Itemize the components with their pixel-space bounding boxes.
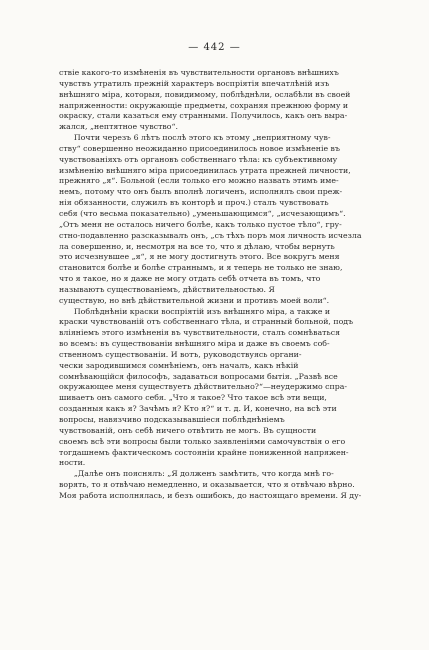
text-line: Почти черезъ 6 лѣтъ послѣ этого къ этому „неприятному чув- (59, 133, 331, 143)
text-line: сомнѣвающійся философъ, задаваться вопросами бытія. „Развѣ все (59, 371, 338, 381)
text-line: краски чувствованій отъ собственнаго тѣла, и странный больной, подъ (59, 317, 354, 327)
text-line: внѣшняго міра, которыя, повидимому, поблѣднѣли, ослабѣли въ своей (59, 89, 351, 99)
text-line: шиваетъ онъ самого себя. „Что я такое? Что такое всѣ эти вещи, (59, 393, 327, 403)
text-line: ственномъ существованіи. И вотъ, руководствуясь органи- (59, 349, 302, 359)
text-line: чувствованій, онъ себѣ ничего отвѣтить не могъ. Въ сущности (59, 425, 317, 435)
text-line: что я такое, но я даже не могу отдать себѣ отчета въ томъ, что (59, 274, 321, 284)
text-line: нія обязанности, служилъ въ конторѣ и проч.) сталъ чувствовать (59, 198, 329, 208)
paragraph (59, 68, 372, 133)
text-line: вопросы, навязчиво подсказывавшіеся поблѣднѣніемъ (59, 415, 285, 424)
text-line: чувствъ утратилъ прежній характеръ воспріятія впечатлѣній изъ (59, 78, 330, 88)
paragraph (59, 133, 372, 307)
text-line: себя (что весьма показательно) „уменьшающимся“, „исчезающимъ“. (59, 208, 346, 218)
text-line: „Далѣе онъ пояснялъ: „Я долженъ замѣтить, что когда мнѣ го- (59, 469, 334, 479)
text-line: ству“ совершенно неожиданно присоединилось новое измѣненіе въ (59, 143, 340, 153)
text-line: окраску, стали казаться ему странными. Получилось, какъ онъ выра- (59, 111, 348, 121)
text-line: Моя работа исполнялась, и безъ ошибокъ, до настоящаго времени. Я ду- (59, 490, 362, 500)
text-line: чески зародившимся сомнѣніемъ, онъ началъ, какъ нѣкій (59, 360, 299, 370)
text-line: своемъ всѣ эти вопросы были только заявленіями самочувствія о его (59, 436, 346, 446)
paragraph (59, 307, 372, 470)
body-text (59, 68, 372, 502)
text-line: это исчезнувшее „я“, я не могу достигнуть этого. Все вокругъ меня (59, 252, 340, 262)
text-line: напряженности: окружающіе предметы, сохраняя прежнюю форму и (59, 100, 349, 110)
text-line: прежняго „я“. Больной (если только его можно назвать этимъ име- (59, 176, 339, 186)
text-line: созданныя какъ я? Зачѣмъ я? Кто я?“ и т. д. И, конечно, на всѣ эти (59, 404, 337, 414)
text-line: Поблѣднѣніи краски воспріятій изъ внѣшняго міра, а также и (59, 306, 331, 316)
text-line: стно-подавленно разсказывалъ онъ, „съ тѣхъ поръ моя личность исчезла (59, 230, 362, 240)
text-line: ности. (59, 458, 86, 468)
text-line: вліяніемъ этого измѣненія въ чувствительности, сталъ сомнѣваться (59, 328, 341, 338)
text-line: существую, но внѣ дѣйствительной жизни и противъ моей воли“. (59, 295, 330, 305)
page-number: — 442 — (188, 42, 241, 53)
text-line: ворять, то я отвѣчаю немедленно, и оказывается, что я отвѣчаю вѣрно. (59, 480, 355, 490)
text-line: называютъ существованіемъ, дѣйствительностью. Я (59, 284, 275, 294)
text-line: измѣненію внѣшняго міра присоединилась утрата прежней личности, (59, 165, 351, 175)
text-line: окружающее меня существуетъ дѣйствительно?“—неудержимо спра- (59, 382, 348, 392)
text-line: немъ, потому что онъ былъ вполнѣ логиченъ, исполнялъ свои преж- (59, 187, 343, 197)
paragraph (59, 469, 372, 502)
text-line: жался, „нептятное чувство“. (59, 122, 178, 132)
text-line: тогдашнемъ фактическомъ состояніи крайне пониженной напряжен- (59, 447, 349, 457)
text-line: во всемъ: въ существованіи внѣшняго міра и даже въ своемъ соб- (59, 339, 330, 349)
text-line: ствіе какого-то измѣненія въ чувствительности органовъ внѣшнихъ (59, 68, 339, 77)
text-line: становится болѣе и болѣе страннымъ, и я теперь не только не знаю, (59, 263, 343, 273)
text-line: чувствованіяхъ отъ органовъ собственнаго тѣла: къ субъективному (59, 154, 338, 164)
text-line: ла совершенно, и, несмотря на все то, что я дѣлаю, чтобы вернуть (59, 241, 335, 251)
text-line: „Отъ меня не осталось ничего болѣе, какъ только пустое тѣло“, гру- (59, 219, 342, 229)
